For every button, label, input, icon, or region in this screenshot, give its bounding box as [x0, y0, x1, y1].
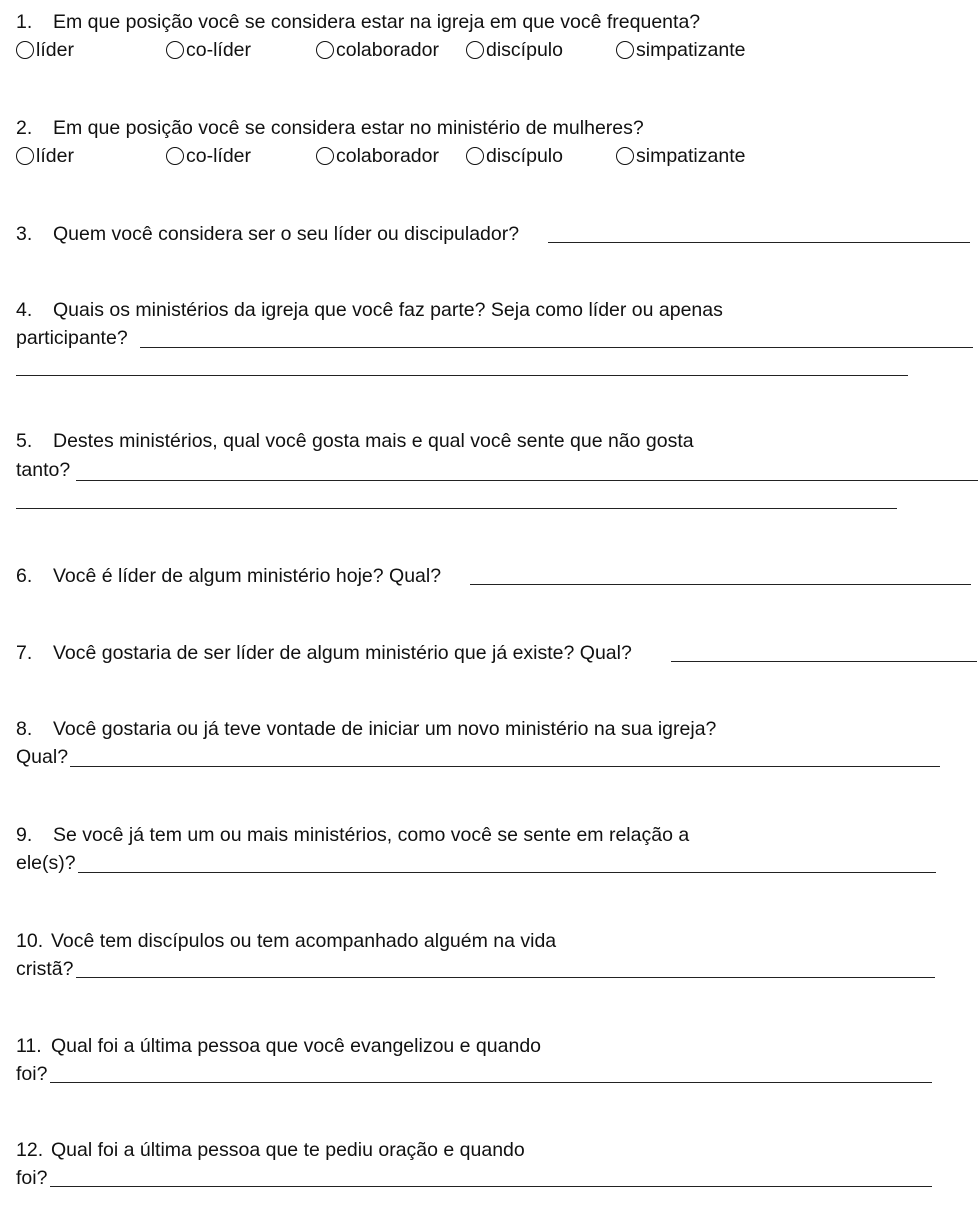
question-number: 5.: [16, 430, 33, 452]
option-label: co-líder: [186, 39, 252, 61]
question-text: Em que posição você se considera estar na igreja em que você frequenta?: [53, 11, 701, 33]
question-text: Se você já tem um ou mais ministérios, como você se sente em relação a: [53, 824, 690, 846]
option-label: líder: [36, 39, 74, 61]
question-5-continuation: tanto?: [16, 459, 71, 481]
option-label: simpatizante: [636, 145, 746, 167]
option-label: discípulo: [486, 145, 563, 167]
question-7: [16, 641, 632, 665]
q2-option-co-lider[interactable]: [166, 144, 251, 168]
radio-circle-icon[interactable]: [316, 147, 334, 165]
question-8-continuation: Qual?: [16, 746, 69, 768]
question-text: Quem você considera ser o seu líder ou discipulador?: [53, 223, 520, 245]
question-number: 6.: [16, 565, 33, 587]
question-8: [16, 717, 716, 741]
answer-line-11[interactable]: [50, 1082, 932, 1083]
option-label: colaborador: [336, 39, 439, 61]
answer-line-8[interactable]: [70, 766, 940, 767]
question-2: [16, 116, 644, 140]
question-10: [16, 929, 556, 953]
q1-option-discipulo[interactable]: [466, 38, 563, 62]
option-label: colaborador: [336, 145, 439, 167]
q2-option-lider[interactable]: [16, 144, 74, 168]
radio-circle-icon[interactable]: [466, 41, 484, 59]
question-number: 8.: [16, 718, 33, 740]
radio-circle-icon[interactable]: [616, 41, 634, 59]
question-text: Você é líder de algum ministério hoje? Qual?: [53, 565, 442, 587]
question-number: 9.: [16, 824, 33, 846]
radio-circle-icon[interactable]: [166, 147, 184, 165]
question-10-continuation: cristã?: [16, 958, 74, 980]
question-text: Qual foi a última pessoa que te pediu oração e quando: [51, 1139, 525, 1161]
question-text: Quais os ministérios da igreja que você faz parte? Seja como líder ou apenas: [53, 299, 723, 321]
answer-line-10[interactable]: [76, 977, 935, 978]
question-3: [16, 222, 519, 246]
question-text: Qual foi a última pessoa que você evangelizou e quando: [51, 1035, 542, 1057]
question-text: Em que posição você se considera estar no ministério de mulheres?: [53, 117, 644, 139]
question-4: [16, 298, 723, 322]
answer-line-9[interactable]: [78, 872, 936, 873]
question-6: [16, 564, 441, 588]
answer-line-7[interactable]: [671, 661, 977, 662]
q2-option-discipulo[interactable]: [466, 144, 563, 168]
answer-line-4a[interactable]: [140, 347, 973, 348]
question-text: Você tem discípulos ou tem acompanhado alguém na vida: [51, 930, 557, 952]
q2-option-simpatizante[interactable]: [616, 144, 745, 168]
radio-circle-icon[interactable]: [166, 41, 184, 59]
q2-option-colaborador[interactable]: [316, 144, 439, 168]
answer-line-12[interactable]: [50, 1186, 932, 1187]
answer-line-5a[interactable]: [76, 480, 978, 481]
radio-circle-icon[interactable]: [16, 41, 34, 59]
question-number: 2.: [16, 117, 33, 139]
option-label: discípulo: [486, 39, 563, 61]
radio-circle-icon[interactable]: [616, 147, 634, 165]
option-label: simpatizante: [636, 39, 746, 61]
q1-option-co-lider[interactable]: [166, 38, 251, 62]
question-number: 1.: [16, 11, 33, 33]
question-number: 4.: [16, 299, 33, 321]
answer-line-3[interactable]: [548, 242, 970, 243]
question-number: 3.: [16, 223, 33, 245]
question-number: 10.: [16, 930, 44, 952]
question-text: Você gostaria ou já teve vontade de iniciar um novo ministério na sua igreja?: [53, 718, 717, 740]
question-text: Destes ministérios, qual você gosta mais e qual você sente que não gosta: [53, 430, 694, 452]
question-1: [16, 10, 700, 34]
option-label: líder: [36, 145, 74, 167]
question-number: 12.: [16, 1139, 44, 1161]
radio-circle-icon[interactable]: [16, 147, 34, 165]
question-12-continuation: foi?: [16, 1167, 48, 1189]
question-number: 7.: [16, 642, 33, 664]
question-5: [16, 429, 694, 453]
question-12: [16, 1138, 525, 1162]
q1-option-lider[interactable]: [16, 38, 74, 62]
option-label: co-líder: [186, 145, 252, 167]
answer-line-6[interactable]: [470, 584, 971, 585]
q1-option-simpatizante[interactable]: [616, 38, 745, 62]
question-11-continuation: foi?: [16, 1063, 48, 1085]
radio-circle-icon[interactable]: [316, 41, 334, 59]
question-9-continuation: ele(s)?: [16, 852, 76, 874]
question-11: [16, 1034, 541, 1058]
q1-option-colaborador[interactable]: [316, 38, 439, 62]
answer-line-5b[interactable]: [16, 508, 897, 509]
question-text: Você gostaria de ser líder de algum ministério que já existe? Qual?: [53, 642, 632, 664]
question-4-continuation: participante?: [16, 327, 128, 349]
question-number: 11.: [16, 1035, 42, 1057]
radio-circle-icon[interactable]: [466, 147, 484, 165]
question-9: [16, 823, 689, 847]
answer-line-4b[interactable]: [16, 375, 908, 376]
